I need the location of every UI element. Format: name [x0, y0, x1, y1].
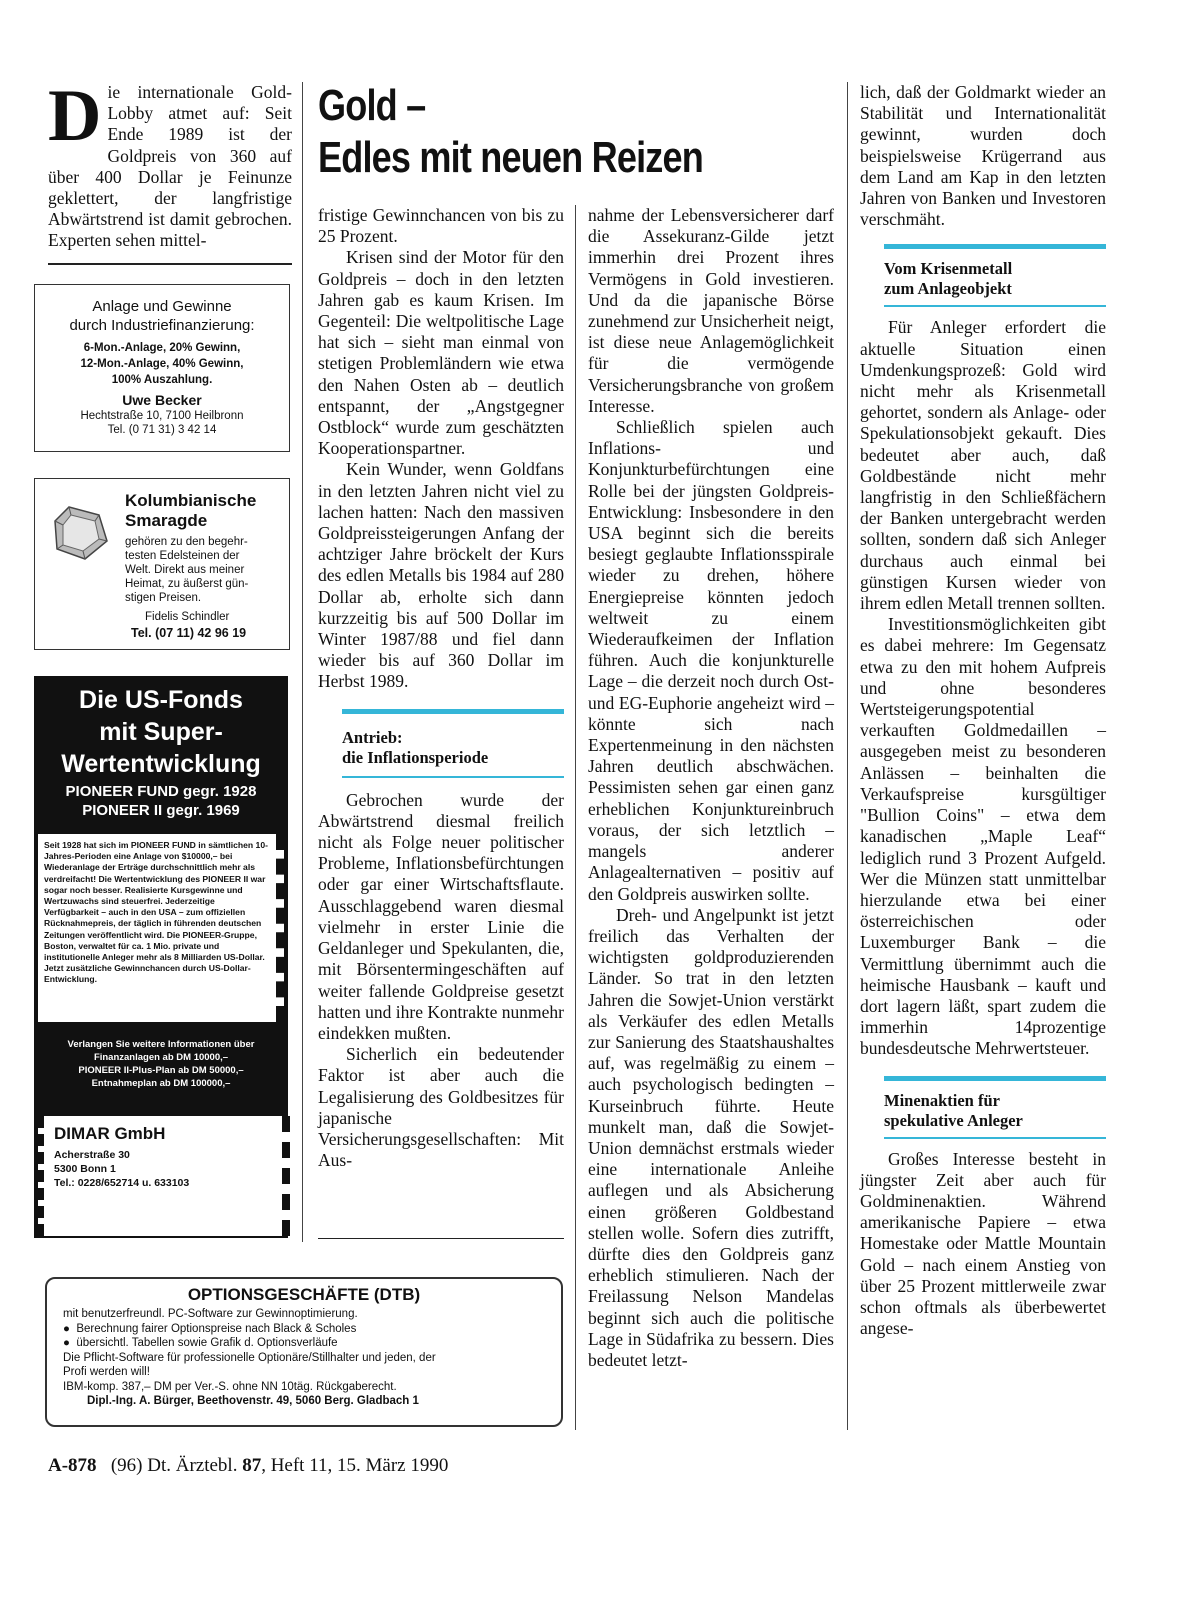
ad-industriefinanzierung: [34, 284, 290, 452]
col3-p1: nahme der Lebensversicherer darf die Assekuranz-Gilde jetzt immerhin drei Prozent ihres Vermögens in Gold investieren. Und da die japanische Börse zunehmend zur Unsicherheit neigt, ist diese neue Anlagemöglichkeit für die vermögende Versicherungsbranche von großem Interesse.: [588, 205, 834, 416]
divider-1: [302, 82, 303, 1242]
ad3-info-2: Finanzanlagen ab DM 10000,–: [93, 1052, 229, 1063]
ad3-info-1: Verlangen Sie weitere Informationen über: [67, 1039, 255, 1050]
ad3-fund-2: PIONEER II gegr. 1969: [82, 802, 240, 819]
drop-cap: D: [48, 75, 102, 157]
col2-p4: Gebrochen wurde der Abwärtstrend diesmal freilich nicht als Folge neuer politischer Probleme, Inflationsbefürchtungen oder gar einer Wirtschaftsflaute. Ausschlaggebend waren diesmal vielmehr in erster Linie die Geldanleger und Spekulanten, die, mit Börsentermingeschäften auf weiter fallende Goldpreise gesetzt hatten und ihre Kontrakte nunmehr eindekken mußten.: [318, 789, 564, 1043]
ad4-line-4: IBM-komp. 387,– DM per Ver.-S. ohne NN 10täg. Rückgaberecht.: [63, 1380, 397, 1393]
column-2: [318, 205, 564, 1171]
journal-ref: (96) Dt. Ärztebl.: [110, 1455, 238, 1476]
ad1-term-3: 100% Auszahlung.: [111, 374, 213, 386]
ad3-contact-box: [38, 1116, 290, 1236]
ad4-bullet-text-1: Berechnung fairer Optionspreise nach Black & Scholes: [76, 1322, 357, 1335]
ad3-headline-3: Wertentwicklung: [61, 750, 261, 778]
ad3-street: Acherstraße 30: [54, 1149, 130, 1161]
ad3-body: Seit 1928 hat sich im PIONEER FUND in sämtlichen 10-Jahres-Perioden eine Anlage von $10000,– bei Wiederanlage der Erträge durchschnittlich mehr als verdreifacht! Die Wertentwicklung des PIONEER II war sogar noch besser. Realisierte Kursgewinne und Wertzuwachs sind steuerfrei. Jederzeitige Verfügbarkeit – auch in den USA – zum offiziellen Rücknahmepreis, der täglich in führenden deutschen Zeitungen veröffentlicht wird. Die PIONEER-Gruppe, Boston, verwaltet für ca. 1 Mio. private und institutionelle Anleger mehr als 8 Milliarden US-Dollar. Jetzt zusätzliche Gewinnchancen durch US-Dollar-Entwicklung.: [44, 840, 268, 985]
ad3-phone: Tel.: 0228/652714 u. 633103: [54, 1177, 190, 1189]
ad1-name: Uwe Becker: [122, 392, 202, 408]
subhead-minenaktien: [884, 1091, 1106, 1131]
ad3-fund-1: PIONEER FUND gegr. 1928: [65, 783, 257, 800]
ad3-body-box: [38, 834, 284, 1022]
subhead-rule-6: [884, 1137, 1106, 1139]
issue-date: , Heft 11, 15. März 1990: [261, 1455, 449, 1476]
subhead-line-2: spekulative Anleger: [884, 1110, 1023, 1130]
col4-p1: lich, daß der Goldmarkt wieder an Stabilität und Internationalität gewinnt, wurden doch beispielsweise Krügerrand aus dem Land am Kap in den letzten Jahren von Banken und Investoren verschmäht.: [860, 82, 1106, 230]
ad4-line-1: mit benutzerfreundl. PC-Software zur Gewinnoptimierung.: [63, 1308, 358, 1320]
subhead-rule-3: [884, 244, 1106, 249]
ad1-term-2: 12-Mon.-Anlage, 40% Gewinn,: [80, 358, 244, 370]
ad2-body: [125, 535, 285, 605]
column-3: [588, 205, 834, 1371]
subhead-rule-5: [884, 1076, 1106, 1081]
ad4-bullet-text-2: übersichtl. Tabellen sowie Grafik d. Optionsverläufe: [76, 1337, 338, 1349]
subhead-rule-2: [342, 776, 564, 778]
col4-p3: Investitionsmöglichkeiten gibt es dabei mehrere: Im Gegensatz etwa zu den mit hohem Aufpreis und ohne besonderes Wertsteigerungspotential verkauften Goldmedaillen – ausgegeben meist zu besonderen Anlässen – beinhalten die Verkaufspreise kursgültiger "Bullion Coins" – etwa dem kanadischen „Maple Leaf“ lediglich rund 3 Prozent Aufgeld. Wer die Münzen statt unmittelbar hierzulande etwa bei einer österreichischen oder Luxemburger Bank – die Vermittlung übernimmt auch die heimische Hausbank – kauft und dort lagern läßt, spart zudem die immerhin 14prozentige bundesdeutsche Mehrwertsteuer.: [860, 614, 1106, 1059]
ad3-info-4: Entnahmeplan ab DM 100000,–: [91, 1078, 231, 1089]
bullet-icon: ●: [63, 1337, 77, 1349]
col4-p2: Für Anleger erfordert die aktuelle Situation einen Umdenkungsprozeß: Gold wird nicht mehr als Krisenmetall gehortet, sondern als Anlage- oder Spekulationsobjekt gekauft. Dies bedeutet aber auch, daß Goldbestände nicht mehr langfristig in den Schließfächern der Banken untergebracht werden sollten, sondern daß sich Anleger durchaus auch einmal bei günstigen Kursen wieder von ihrem edlen Metall trennen sollten.: [860, 317, 1106, 614]
intro-divider: [48, 263, 292, 265]
page-number: A-878: [48, 1455, 97, 1476]
ad2-title: [125, 491, 256, 531]
subhead-rule-4: [884, 305, 1106, 307]
ad3-city: 5300 Bonn 1: [54, 1163, 116, 1175]
ad4-body: [63, 1307, 561, 1409]
intro-text: ie internationale Gold-Lobby atmet auf: Seit Ende 1989 ist der Goldpreis von 360 auf über 400 Dollar je Feinunze geklettert, der langfristige Abwärtstrend ist damit gebrochen. Experten sehen mittel-: [48, 82, 292, 251]
subhead-line-1: Vom Krisenmetall: [884, 259, 1013, 279]
ad1-title: [35, 297, 289, 335]
ad-smaragde: [34, 478, 290, 650]
ad4-line-3: Profi werden will!: [63, 1366, 150, 1378]
bullet-icon: ●: [63, 1322, 77, 1335]
subhead-line-1: Minenaktien für: [884, 1090, 1000, 1110]
ad-optionsgeschaefte: [45, 1277, 563, 1427]
ad4-line-2: Die Pflicht-Software für professionelle Optionäre/Stillhalter und jeden, der: [63, 1351, 436, 1364]
ad1-address: Hechtstraße 10, 7100 Heilbronn: [80, 410, 244, 422]
intro-paragraph: [48, 75, 292, 252]
ad3-headline-1: Die US-Fonds: [79, 686, 243, 714]
title-line-1: Gold –: [318, 81, 426, 130]
ad4-title: OPTIONSGESCHÄFTE (DTB): [187, 1285, 421, 1304]
col4-p4: Großes Interesse besteht in jüngster Zeit aber auch für Goldminenaktien. Während amerikanische Papiere – etwa Homestake oder Mattle Mountain Gold – nach einem Anstieg von über 25 Prozent mittlerweile zwar schon oftmals als überbewertet angese-: [860, 1148, 1106, 1339]
ad-pioneer: [34, 676, 288, 1238]
subhead-line-1: Antrieb:: [342, 727, 403, 747]
ad4-line-5: Dipl.-Ing. A. Bürger, Beethovenstr. 49, 5060 Berg. Gladbach 1: [87, 1395, 419, 1407]
col2-p5: Sicherlich ein bedeutender Faktor ist aber auch die Legalisierung des Goldbesitzes für japanische Versicherungsgesellschaften: Mit Aus-: [318, 1044, 564, 1171]
title-line-2: Edles mit neuen Reizen: [318, 133, 703, 182]
ad1-title-line-2: durch Industriefinanzierung:: [69, 317, 255, 334]
subhead-line-2: zum Anlageobjekt: [884, 279, 1012, 299]
ad2-line-4: Heimat, zu äußerst gün-: [125, 578, 249, 590]
page-footer: [48, 1455, 448, 1477]
ad1-term-1: 6-Mon.-Anlage, 20% Gewinn,: [83, 342, 241, 354]
ad3-address: [54, 1148, 282, 1190]
ad3-company: DIMAR GmbH: [54, 1124, 166, 1143]
col3-p2: Schließlich spielen auch Inflations- und Konjunkturbefürchtungen eine Rolle bei der jüngsten Goldpreis-Entwicklung: Insbesondere in den USA beginnt sich die bereits besiegt geglaubte Inflationsspirale wieder zu drehen, höhere Energiepreise könnten jedoch weltweit zu einem Wiederaufkeimen der Inflation führen. Auch die konjunkturelle Lage – die derzeit noch durch Ost- und EG-Euphorie angeheizt wird – könnte sich nach Expertenmeinung in den nächsten Jahren deutlich abschwächen. Pessimisten sehen gar einen ganz erheblichen Konjunktureinbruch voraus, der sich letztlich – mangels anderer Anlagealternativen – positiv auf den Goldpreis auswirken sollte.: [588, 417, 834, 904]
col2-p2: Krisen sind der Motor für den Goldpreis – doch in den letzten Jahren gab es kaum Krisen. Im Gegenteil: Die weltpolitische Lage hat sich – sieht man einmal von stetigen Problemländern wie etwa den Nahen Osten ab – deutlich entspannt, der „Angstgegner Ostblock“ wurde zum geschätzten Kooperationspartner.: [318, 247, 564, 459]
col2-p3: Kein Wunder, wenn Goldfans in den letzten Jahren nicht viel zu lachen hatten: Nach den massiven Goldpreissteigerungen Anfang der achtziger Jahre bröckelt der Kurs des edlen Metalls bis 1984 auf 280 Dollar ab, erholte sich dann kurzzeitig bis auf 500 Dollar im Winter 1987/88 und fiel dann wieder bis auf 360 Dollar im Herbst 1989.: [318, 459, 564, 692]
volume: 87: [242, 1455, 262, 1476]
divider-3: [847, 82, 848, 1430]
ad1-title-line-1: Anlage und Gewinne: [92, 298, 232, 315]
ad2-line-1: gehören zu den begehr-: [125, 536, 248, 548]
ad4-bullet-1: [63, 1322, 561, 1337]
ad3-headline: [34, 684, 288, 780]
ad2-line-3: Welt. Direkt aus meiner: [125, 564, 245, 576]
ad1-terms: [35, 340, 289, 388]
column-4: [860, 82, 1106, 1339]
ad2-title-line-2: Smaragde: [125, 511, 208, 530]
col2-p1: fristige Gewinnchancen von bis zu 25 Prozent.: [318, 205, 564, 247]
subhead-krisenmetall: [884, 259, 1106, 299]
ad3-funds: [34, 782, 288, 820]
divider-2: [575, 205, 576, 1430]
ad2-phone: Tel. (07 11) 42 96 19: [131, 626, 247, 640]
ad2-line-5: stigen Preisen.: [125, 592, 202, 604]
subhead-rule: [342, 709, 564, 714]
article-title: [318, 80, 838, 184]
col3-p3: Dreh- und Angelpunkt ist jetzt freilich das Verhalten der wichtigsten goldproduzierenden Länder. So trat in den letzten Jahren die Sowjet-Union verstärkt als Verkäufer des edlen Metalls zur Sanierung des Staatshaushaltes auf, was regelmäßig zu einem – auch psychologisch bedingten – Kurseinbruch führte. Heute munkelt man, daß die Sowjet-Union demnächst erstmals wieder eine internationale Anleihe auflegen und als Absicherung einen größeren Goldbestand stellen wolle. Sofern dies zutrifft, dürfte dies den Goldpreis ganz erheblich stimulieren. Nach der Freilassung Nelson Mandelas beginnt sich auch die politische Lage in Südafrika zu bessern. Dies bedeutet letzt-: [588, 904, 834, 1370]
col2-end-divider: [318, 1238, 564, 1239]
ad2-name: Fidelis Schindler: [145, 611, 230, 623]
ad3-headline-2: mit Super-: [99, 718, 223, 746]
ad3-info: [34, 1038, 288, 1090]
ad2-line-2: testen Edelsteinen der: [125, 550, 240, 562]
ad2-title-line-1: Kolumbianische: [125, 491, 257, 510]
ad1-phone: Tel. (0 71 31) 3 42 14: [107, 424, 217, 436]
subhead-line-2: die Inflationsperiode: [342, 747, 489, 767]
emerald-icon: [49, 501, 113, 565]
ad3-info-3: PIONEER II-Plus-Plan ab DM 50000,–: [78, 1065, 244, 1076]
subhead-inflation: [342, 728, 564, 768]
ad4-bullet-2: [63, 1336, 561, 1351]
